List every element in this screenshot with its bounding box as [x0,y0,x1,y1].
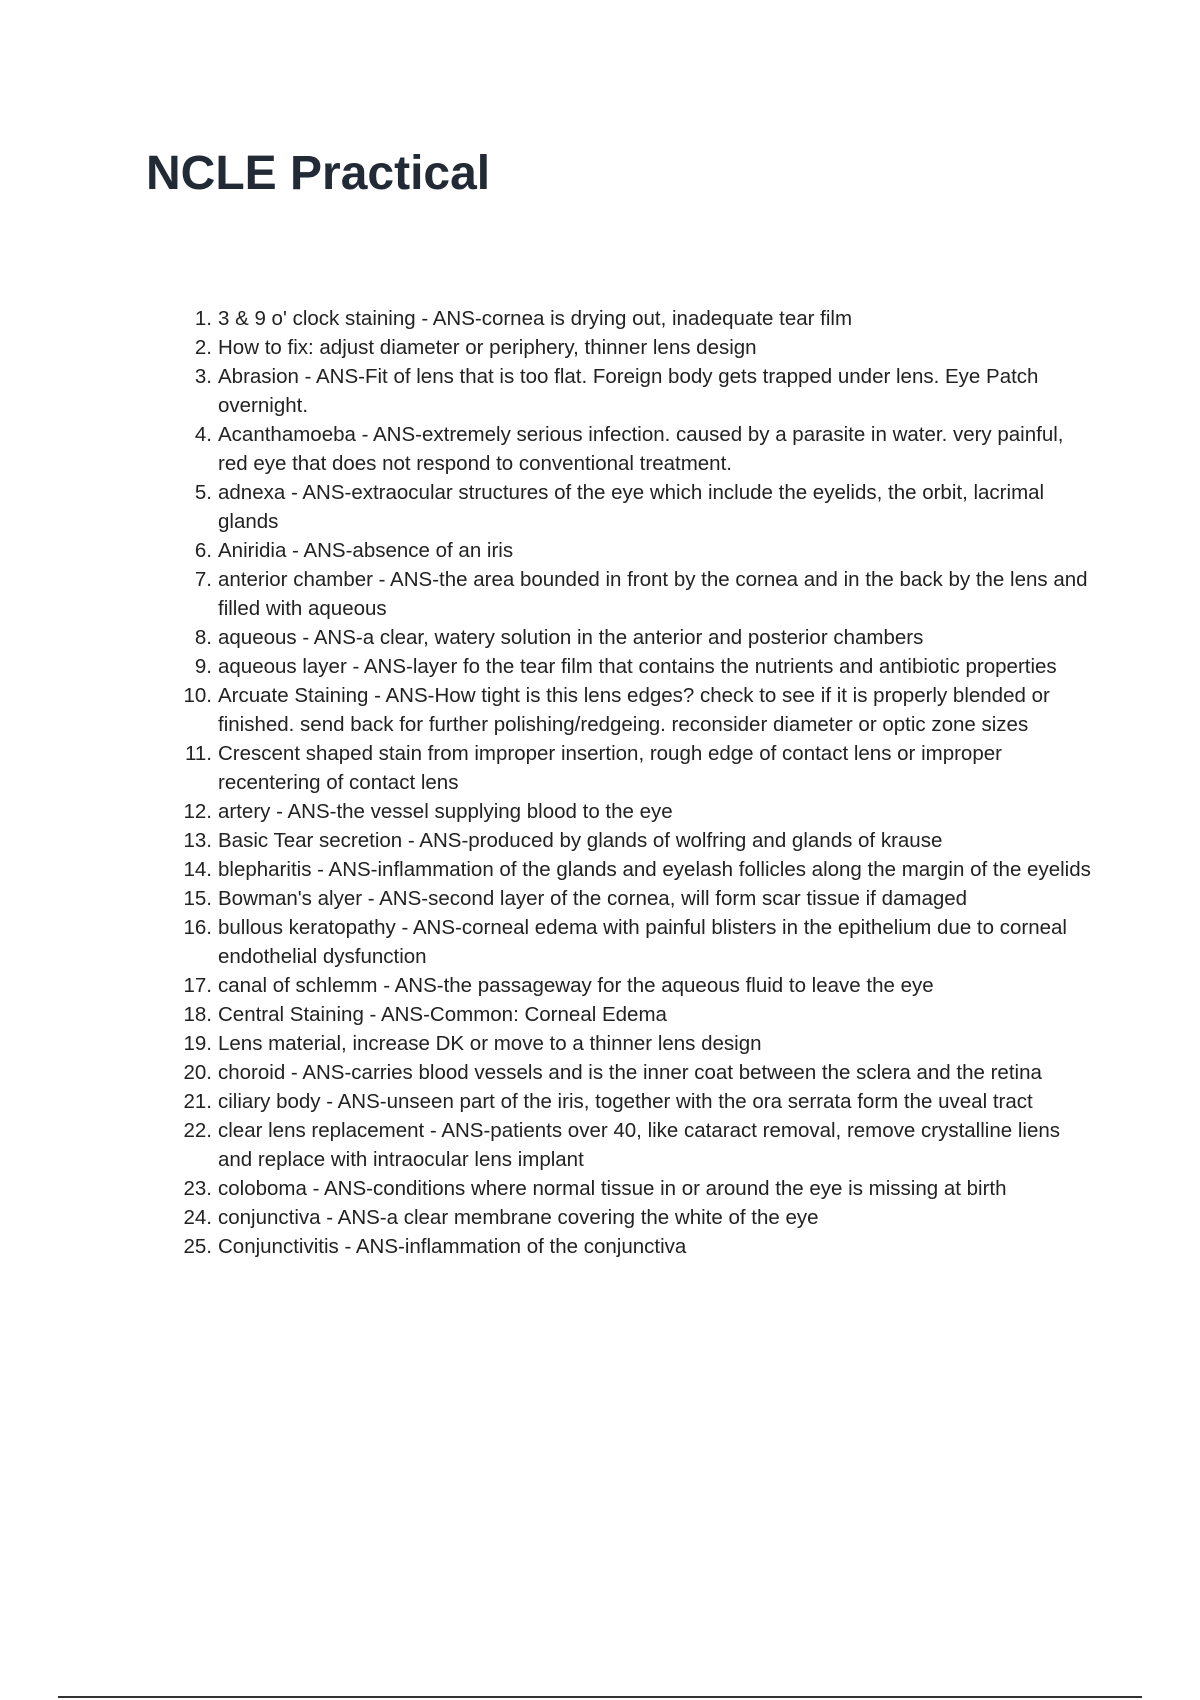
list-item [146,855,1096,884]
list-item-number: 19. [183,1032,212,1055]
list-item-text: Lens material, increase DK or move to a thinner lens design [218,1032,762,1055]
list-item-text: adnexa - ANS-extraocular structures of the eye which include the eyelids, the orbit, lacrimal glands [218,481,1045,533]
list-item [146,1058,1096,1087]
list-item-number: 21. [183,1090,212,1113]
list-item-number: 23. [183,1177,212,1200]
list-item-number: 25. [183,1235,212,1258]
list-item-text: aqueous layer - ANS-layer fo the tear film that contains the nutrients and antibiotic properties [218,655,1057,678]
list-item-number: 16. [183,916,212,939]
list-item-text: Bowman's alyer - ANS-second layer of the cornea, will form scar tissue if damaged [218,887,968,910]
list-item [146,913,1096,971]
list-item-text: Central Staining - ANS-Common: Corneal Edema [218,1003,667,1026]
list-item [146,971,1096,1000]
list-item [146,1029,1096,1058]
list-item-number: 6. [194,539,212,562]
list-item-number: 4. [194,423,212,446]
list-item-number: 5. [194,481,212,504]
list-item-text: bullous keratopathy - ANS-corneal edema with painful blisters in the epithelium due to corneal endothelial dysfunction [218,916,1067,968]
list-item-number: 12. [183,800,212,823]
list-item-number: 22. [183,1119,212,1142]
list-item-text: blepharitis - ANS-inflammation of the glands and eyelash follicles along the margin of the eyelids [218,858,1091,881]
list-item-number: 10. [183,684,212,707]
list-item [146,652,1096,681]
page-title: NCLE Practical [146,147,491,200]
list-item-number: 17. [183,974,212,997]
list-item-number: 9. [194,655,212,678]
list-item-text: coloboma - ANS-conditions where normal tissue in or around the eye is missing at birth [218,1177,1007,1200]
list-item-text: canal of schlemm - ANS-the passageway for the aqueous fluid to leave the eye [218,974,934,997]
list-item-text: Basic Tear secretion - ANS-produced by glands of wolfring and glands of krause [218,829,943,852]
list-item-number: 2. [194,336,212,359]
list-item-text: aqueous - ANS-a clear, watery solution in the anterior and posterior chambers [218,626,924,649]
list-item [146,797,1096,826]
list-item [146,478,1096,536]
list-item [146,826,1096,855]
list-item-number: 15. [183,887,212,910]
list-item-text: ciliary body - ANS-unseen part of the iris, together with the ora serrata form the uveal tract [218,1090,1033,1113]
list-item-text: Acanthamoeba - ANS-extremely serious infection. caused by a parasite in water. very painful, red eye that does not respond to conventional treatment. [218,423,1064,475]
list-item [146,623,1096,652]
list-item [146,1087,1096,1116]
list-item-number: 20. [183,1061,212,1084]
list-item [146,304,1096,333]
list-item-text: How to fix: adjust diameter or periphery, thinner lens design [218,336,757,359]
list-item [146,884,1096,913]
list-item-number: 7. [194,568,212,591]
list-item-text: artery - ANS-the vessel supplying blood to the eye [218,800,673,823]
list-item [146,739,1096,797]
qa-list [146,304,1096,1261]
list-item-number: 1. [194,307,212,330]
list-item [146,1232,1096,1261]
list-item-text: 3 & 9 o' clock staining - ANS-cornea is drying out, inadequate tear film [218,307,853,330]
list-item-text: Arcuate Staining - ANS-How tight is this lens edges? check to see if it is properly blended or finished. send back for further polishing/redgeing. reconsider diameter or optic zone sizes [218,684,1050,736]
list-item-number: 8. [194,626,212,649]
list-item-number: 18. [183,1003,212,1026]
list-item-number: 24. [183,1206,212,1229]
list-item [146,1203,1096,1232]
list-item [146,362,1096,420]
list-item [146,565,1096,623]
list-item-text: clear lens replacement - ANS-patients over 40, like cataract removal, remove crystalline liens and replace with intraocular lens implant [218,1119,1060,1171]
list-item-text: choroid - ANS-carries blood vessels and is the inner coat between the sclera and the retina [218,1061,1042,1084]
list-item-number: 13. [183,829,212,852]
list-item-number: 3. [194,365,212,388]
list-item [146,1174,1096,1203]
list-item-text: Crescent shaped stain from improper insertion, rough edge of contact lens or improper recentering of contact lens [218,742,1002,794]
list-item-number: 11. [185,742,212,765]
list-item-text: Aniridia - ANS-absence of an iris [218,539,514,562]
list-item [146,333,1096,362]
footer-divider [58,1696,1142,1698]
list-item [146,420,1096,478]
list-item [146,1116,1096,1174]
list-item [146,536,1096,565]
list-item-text: Conjunctivitis - ANS-inflammation of the conjunctiva [218,1235,687,1258]
list-item-text: Abrasion - ANS-Fit of lens that is too flat. Foreign body gets trapped under lens. Eye Patch overnight. [218,365,1039,417]
list-item-number: 14. [183,858,212,881]
list-item-text: anterior chamber - ANS-the area bounded in front by the cornea and in the back by the lens and filled with aqueous [218,568,1088,620]
list-item [146,681,1096,739]
list-item-text: conjunctiva - ANS-a clear membrane covering the white of the eye [218,1206,819,1229]
list-item [146,1000,1096,1029]
